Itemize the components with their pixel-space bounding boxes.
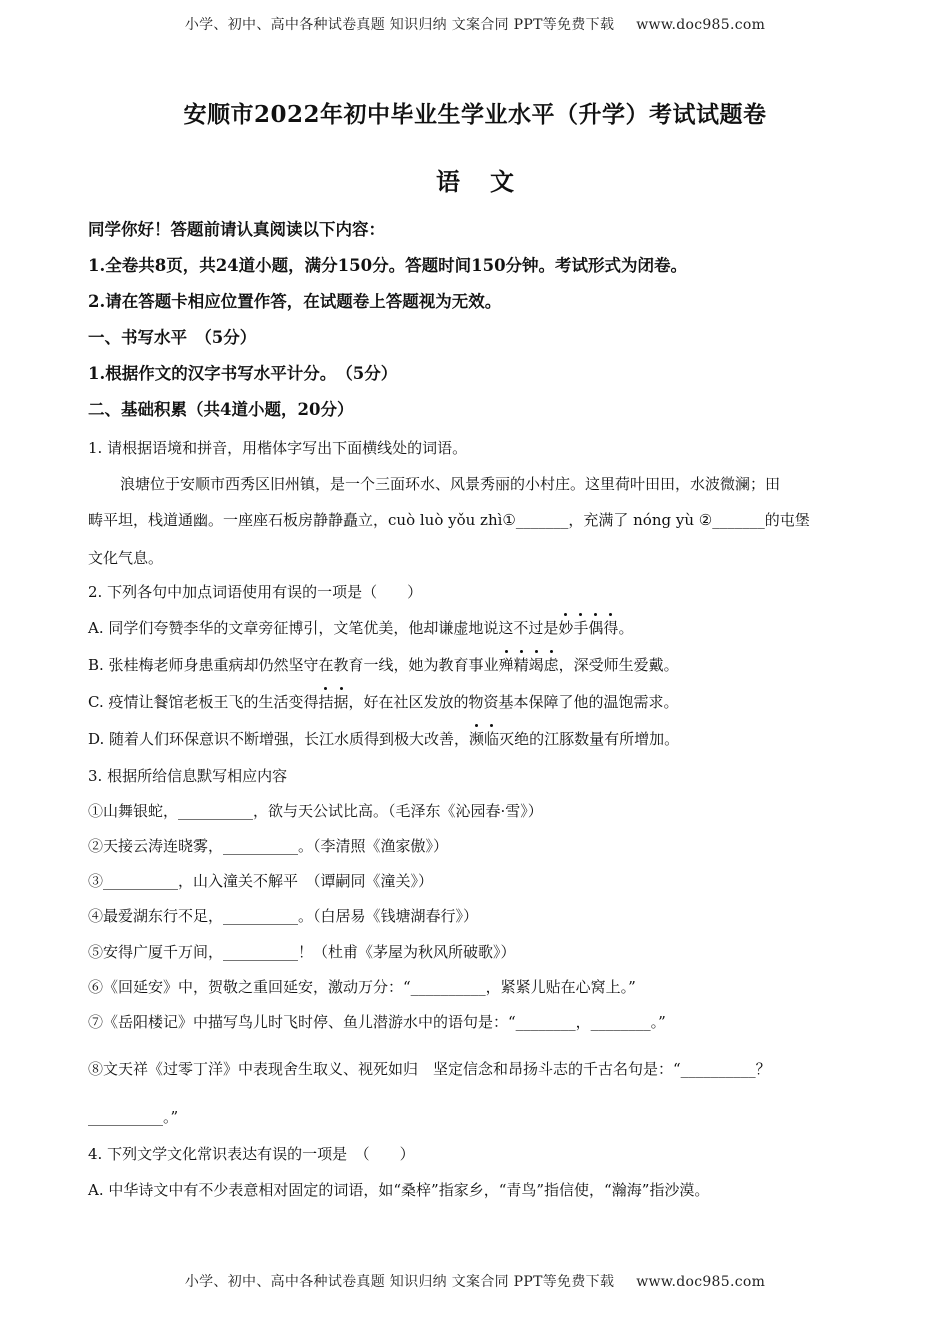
dotted-char: 濒 (469, 730, 485, 748)
q3-stem: 3. 根据所给信息默写相应内容 (88, 767, 288, 785)
q2-c-tail: ，好在社区发放的物资基本保障了他的温饱需求。 (348, 693, 679, 711)
q2-c-text: C. 疫情让餐馆老板王飞的生活变得 (88, 693, 319, 711)
q4-stem: 4. 下列文学文化常识表达有误的一项是 （ ） (88, 1145, 415, 1163)
q3-line-6: ⑥《回延安》中，贺敬之重回延安，激动万分：“__________，紧紧儿贴在心窝上。” (88, 978, 636, 996)
q2-d-text: D. 随着人们环保意识不断增强，长江水质得到极大改善， (88, 730, 470, 748)
subject-title: 语文 (436, 167, 544, 196)
q3-line-4: ④最爱湖东行不足，__________。（白居易《钱塘湖春行》） (88, 907, 479, 925)
footer-text: 小学、初中、高中各种试卷真题 知识归纳 文案合同 PPT等免费下载 (184, 1274, 615, 1290)
q2-stem: 2. 下列各句中加点词语使用有误的一项是（ ） (88, 583, 423, 601)
q3-line-3: ③__________，山入潼关不解平 （谭嗣同《潼关》） (88, 872, 434, 890)
q3-line-8b: __________。” (88, 1108, 179, 1126)
notice-greeting: 同学你好！答题前请认真阅读以下内容： (88, 220, 385, 239)
q2-b-text: B. 张桂梅老师身患重病却仍然坚守在教育一线，她为教育事业 (88, 656, 499, 674)
dotted-char: 临 (484, 730, 500, 748)
section-1-question-1: 1.根据作文的汉字书写水平计分。 （5分） (88, 364, 398, 383)
page-header (0, 14, 950, 34)
q2-d-tail: 灭绝的江豚数量有所增加。 (499, 730, 680, 748)
dotted-char: 殚 (498, 656, 514, 674)
q3-line-5: ⑤安得广厦千万间，__________！（杜甫《茅屋为秋风所破歌》） (88, 943, 516, 961)
dotted-char: 虑 (543, 656, 559, 674)
q3-line-2: ②天接云涛连晓雾，__________。（李清照《渔家傲》） (88, 837, 449, 855)
dotted-char: 据 (333, 693, 349, 711)
dotted-char: 手 (573, 619, 589, 637)
dotted-char: 竭 (528, 656, 544, 674)
page-footer (0, 1271, 950, 1291)
q1-passage-line-1: 浪塘位于安顺市西秀区旧州镇，是一个三面环水、风景秀丽的小村庄。这里荷叶田田，水波微澜；田 (120, 475, 781, 493)
q1-stem: 1. 请根据语境和拼音，用楷体字写出下面横线处的词语。 (88, 439, 468, 457)
q4-option-a: A. 中华诗文中有不少表意相对固定的词语，如“桑梓”指家乡，“青鸟”指信使，“瀚海”指沙漠。 (88, 1181, 710, 1199)
footer-url[interactable]: www.doc985.com (636, 1274, 766, 1290)
q3-line-1: ①山舞银蛇，__________，欲与天公试比高。（毛泽东《沁园春·雪》） (88, 802, 543, 820)
q1-passage-line-2: 畴平坦，栈道通幽。一座座石板房静静矗立，cuò luò yǒu zhì①_______，充满了 nóng yù ②_______的屯堡 (88, 511, 810, 529)
section-1-heading: 一、书写水平 （5分） (88, 328, 257, 347)
dotted-char: 精 (513, 656, 529, 674)
q1-passage-line-3: 文化气息。 (88, 549, 164, 567)
q2-a-tail: 。 (618, 619, 634, 637)
q2-option-d (88, 729, 868, 749)
q2-a-text: A. 同学们夸赞李华的文章旁征博引，文笔优美，他却谦虚地说这不过是 (88, 619, 559, 637)
header-text: 小学、初中、高中各种试卷真题 知识归纳 文案合同 PPT等免费下载 (184, 17, 615, 33)
dotted-char: 偶 (588, 619, 604, 637)
dotted-char: 妙 (558, 619, 574, 637)
q3-line-7: ⑦《岳阳楼记》中描写鸟儿时飞时停、鱼儿潜游水中的语句是：“________，________。” (88, 1013, 666, 1031)
header-url[interactable]: www.doc985.com (636, 17, 766, 33)
notice-item-2: 2.请在答题卡相应位置作答，在试题卷上答题视为无效。 (88, 292, 502, 311)
q2-option-c (88, 692, 868, 712)
q2-option-a (88, 618, 868, 638)
q2-option-b (88, 655, 868, 675)
dotted-char: 拮 (318, 693, 334, 711)
q2-b-tail: ，深受师生爱戴。 (558, 656, 679, 674)
exam-title: 安顺市2022年初中毕业生学业水平（升学）考试试题卷 (183, 101, 767, 128)
q3-line-8a: ⑧文天祥《过零丁洋》中表现舍生取义、视死如归 坚定信念和昂扬斗志的千古名句是：“__________？ (88, 1060, 771, 1078)
notice-item-1: 1.全卷共8页，共24道小题，满分150分。答题时间150分钟。考试形式为闭卷。 (88, 256, 688, 275)
dotted-char: 得 (603, 619, 619, 637)
section-2-heading: 二、基础积累（共4道小题，20分） (88, 400, 354, 419)
